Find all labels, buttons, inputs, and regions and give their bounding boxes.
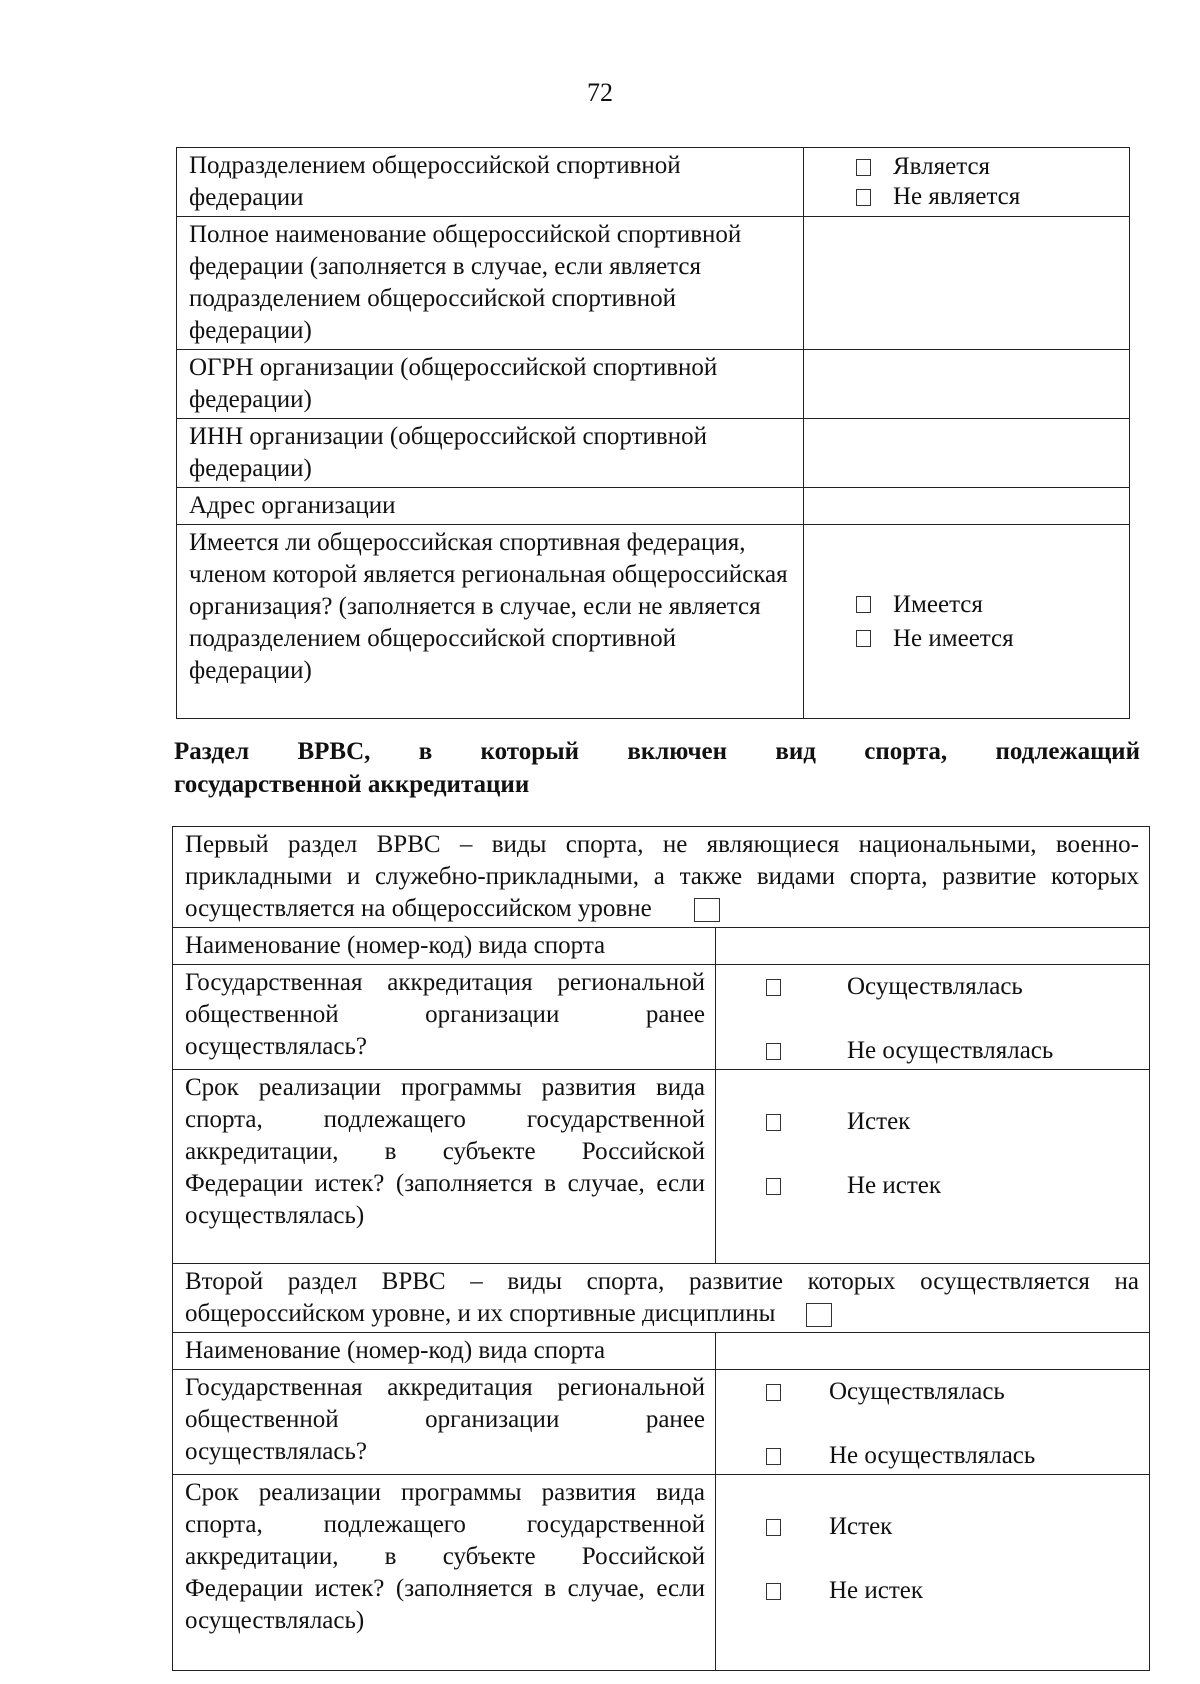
option-not-expired[interactable]: Не истек	[766, 1575, 1139, 1607]
value-cell[interactable]	[804, 350, 1130, 419]
heading-word: в	[418, 738, 433, 765]
value-cell[interactable]	[804, 488, 1130, 525]
section-heading	[174, 735, 1140, 801]
table-row	[177, 217, 1130, 350]
checkbox[interactable]	[766, 1384, 781, 1401]
heading-word: вид	[775, 738, 816, 765]
row-label: Полное наименование общероссийской спортивной федерации (заполняется в случае, если является подразделением общероссийской спортивной федерации)	[177, 217, 804, 350]
option-not-exists[interactable]: Не имеется	[856, 622, 1119, 656]
section2-checkbox[interactable]	[806, 1303, 832, 1327]
table-row	[177, 350, 1130, 419]
heading-word: ВРВС,	[297, 738, 371, 765]
table-row	[177, 488, 1130, 525]
option-not-carried-out[interactable]: Не осуществлялась	[766, 1035, 1139, 1067]
heading-word: Раздел	[174, 738, 250, 765]
options-cell	[804, 148, 1130, 217]
value-cell[interactable]	[804, 419, 1130, 488]
option-expired[interactable]: Истек	[766, 1511, 1139, 1543]
heading-word: который	[480, 738, 580, 765]
section1-title: Первый раздел ВРВС – виды спорта, не являющиеся национальными, военно-прикладными и служебно-прикладными, а также видами спорта, развитие которых осуществляется на общероссийском уровне	[185, 831, 1139, 922]
row-label: ИНН организации (общероссийской спортивной федерации)	[177, 419, 804, 488]
value-cell[interactable]	[716, 1333, 1150, 1370]
checkbox[interactable]	[766, 1448, 781, 1465]
options-cell	[716, 1475, 1150, 1671]
checkbox[interactable]	[766, 1114, 781, 1131]
checkbox[interactable]	[856, 159, 871, 176]
section2-title: Второй раздел ВРВС – виды спорта, развитие которых осуществляется на общероссийском уровне, и их спортивные дисциплины	[185, 1268, 1139, 1327]
page-number: 72	[587, 78, 613, 107]
checkbox[interactable]	[856, 189, 871, 206]
heading-word: включен	[627, 738, 728, 765]
option-exists[interactable]: Имеется	[856, 588, 1119, 622]
row-label: Срок реализации программы развития вида спорта, подлежащего государственной аккредитации, в субъекте Российской Федерации истек? (заполняется в случае, если осуществлялась)	[173, 1070, 716, 1264]
option-expired[interactable]: Истек	[766, 1106, 1139, 1138]
row-label: Имеется ли общероссийская спортивная федерация, членом которой является региональная общероссийская организация? (заполняется в случае, если не является подразделением общероссийской спортивной федерации)	[177, 525, 804, 719]
option-not-carried-out[interactable]: Не осуществлялась	[766, 1440, 1139, 1472]
table-row	[173, 1370, 1150, 1475]
row-label: Наименование (номер-код) вида спорта	[173, 928, 716, 965]
row-label: Государственная аккредитация региональной общественной организации ранее осуществлялась?	[173, 965, 716, 1070]
table-row	[173, 827, 1150, 928]
table-row	[173, 1475, 1150, 1671]
table-row	[173, 928, 1150, 965]
heading-word: спорта,	[864, 738, 948, 765]
table-row	[177, 525, 1130, 719]
table-row	[173, 1333, 1150, 1370]
checkbox[interactable]	[766, 1178, 781, 1195]
option-not-expired[interactable]: Не истек	[766, 1170, 1139, 1202]
table-row	[173, 1070, 1150, 1264]
option-carried-out[interactable]: Осуществлялась	[766, 971, 1139, 1003]
row-label: ОГРН организации (общероссийской спортивной федерации)	[177, 350, 804, 419]
organization-info-table	[176, 147, 1130, 719]
sport-sections-table	[172, 826, 1150, 1671]
options-cell	[716, 1070, 1150, 1264]
row-label: Государственная аккредитация региональной общественной организации ранее осуществлялась?	[173, 1370, 716, 1475]
section1-checkbox[interactable]	[694, 898, 720, 922]
section2-title-cell	[173, 1264, 1150, 1333]
heading-line2: государственной аккредитации	[174, 771, 530, 798]
row-label: Наименование (номер-код) вида спорта	[173, 1333, 716, 1370]
table-row	[173, 1264, 1150, 1333]
value-cell[interactable]	[716, 928, 1150, 965]
checkbox[interactable]	[766, 1043, 781, 1060]
row-label: Срок реализации программы развития вида спорта, подлежащего государственной аккредитации, в субъекте Российской Федерации истек? (заполняется в случае, если осуществлялась)	[173, 1475, 716, 1671]
table-row	[173, 965, 1150, 1070]
table-row	[177, 148, 1130, 217]
options-cell	[804, 525, 1130, 719]
options-cell	[716, 965, 1150, 1070]
heading-word: подлежащий	[995, 738, 1140, 765]
section1-title-cell	[173, 827, 1150, 928]
row-label: Подразделением общероссийской спортивной федерации	[177, 148, 804, 217]
options-cell	[716, 1370, 1150, 1475]
table-row	[177, 419, 1130, 488]
option-is-not[interactable]: Не является	[856, 182, 1119, 212]
checkbox[interactable]	[856, 596, 871, 613]
checkbox[interactable]	[766, 979, 781, 996]
option-carried-out[interactable]: Осуществлялась	[766, 1376, 1139, 1408]
checkbox[interactable]	[766, 1519, 781, 1536]
row-label: Адрес организации	[177, 488, 804, 525]
checkbox[interactable]	[766, 1583, 781, 1600]
checkbox[interactable]	[856, 630, 871, 647]
value-cell[interactable]	[804, 217, 1130, 350]
option-is[interactable]: Является	[856, 152, 1119, 182]
